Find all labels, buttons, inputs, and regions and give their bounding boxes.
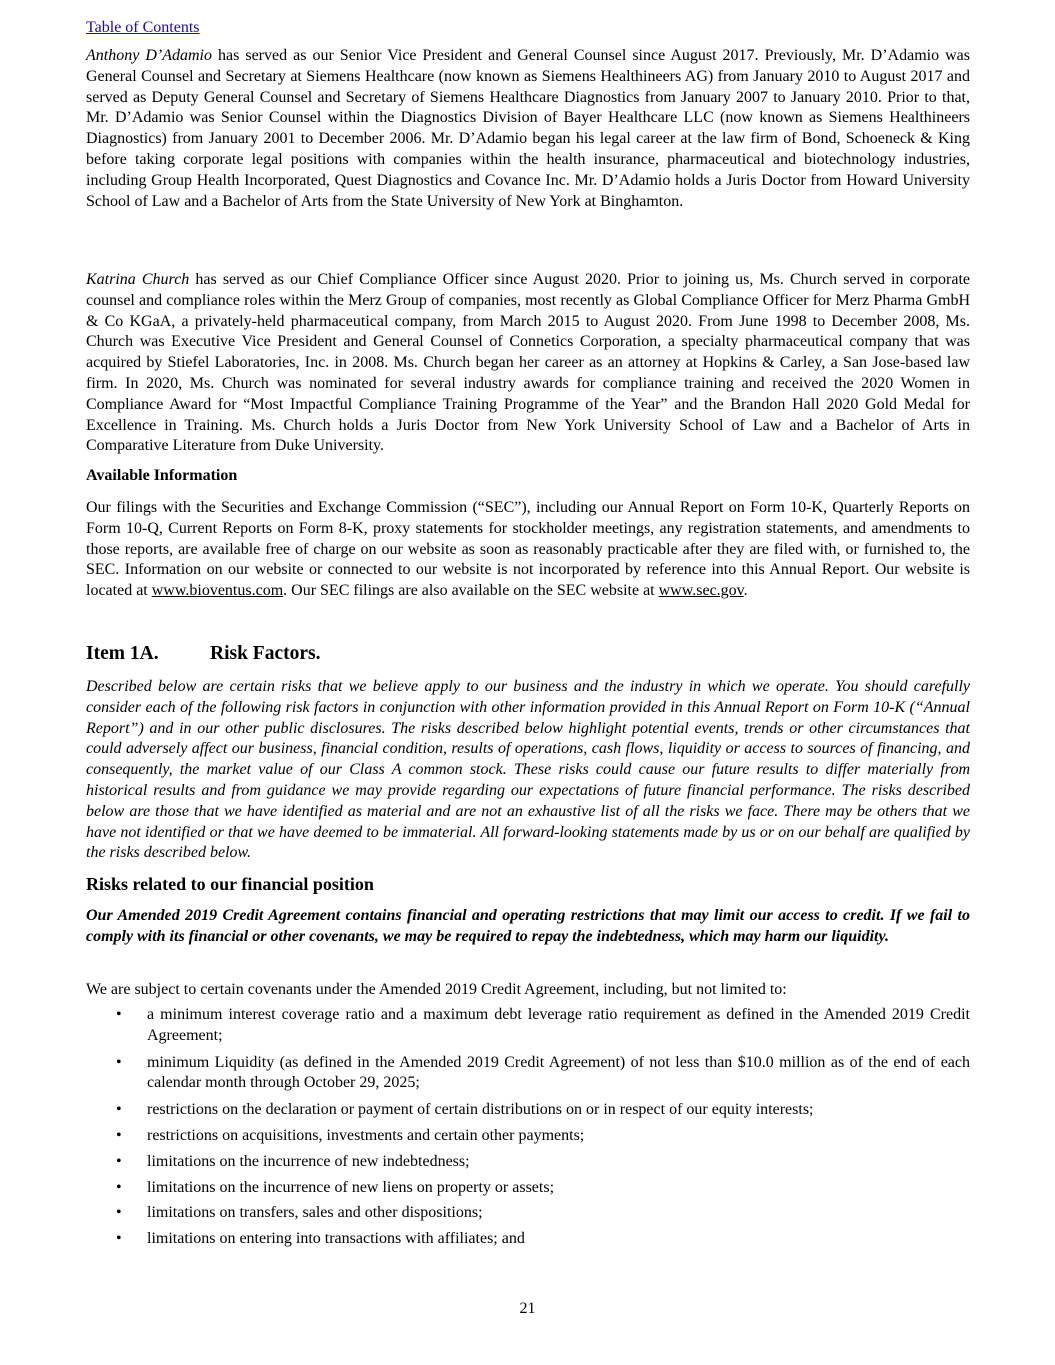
list-item: • a minimum interest coverage ratio and a maximum debt leverage ratio requirement as defined in the Amended 2019 Credit Agreement; xyxy=(116,1006,970,1044)
sec-website-link[interactable]: www.sec.gov xyxy=(658,582,744,600)
bio-paragraph-church xyxy=(86,270,970,457)
available-info-text-b: . Our SEC filings are also available on the SEC website at xyxy=(283,582,659,600)
item-number: Item 1A. xyxy=(86,643,159,664)
bullet-icon: • xyxy=(116,1006,122,1023)
financial-position-heading: Risks related to our financial position xyxy=(86,874,374,894)
bullet-icon: • xyxy=(116,1101,122,1119)
covenants-list xyxy=(86,1005,970,1250)
list-item: • limitations on the incurrence of new liens on property or assets; xyxy=(86,1178,970,1199)
list-item: • restrictions on acquisitions, investments and certain other payments; xyxy=(86,1126,970,1147)
list-item: • restrictions on the declaration or payment of certain distributions on or in respect of our equity interests; xyxy=(86,1100,970,1121)
list-item: • limitations on the incurrence of new indebtedness; xyxy=(86,1152,970,1173)
item-1a-heading xyxy=(86,643,321,665)
bio-name-dadamio: Anthony D’Adamio xyxy=(86,47,212,64)
bioventus-website-link[interactable]: www.bioventus.com xyxy=(151,582,284,600)
bullet-icon: • xyxy=(116,1152,122,1170)
bullet-icon: • xyxy=(116,1204,122,1222)
bio-name-church: Katrina Church xyxy=(86,271,190,288)
bullet-icon: • xyxy=(116,1178,122,1196)
available-info-text-a: Our filings with the Securities and Exchange Commission (“SEC”), including our Annual Report on Form 10-K, Quarterly Reports on Form 10-Q, Current Reports on Form 8-K, proxy statements for stockholder meetings, any registration statements, and amendments to those reports, are available free of charge on our website as soon as reasonably practicable after they are filed with, or furnished to, the SEC. Information on our website or connected to our website is not incorporated by reference into this Annual Report. Our website is located at xyxy=(86,499,970,600)
covenants-lead-sentence: We are subject to certain covenants under the Amended 2019 Credit Agreement, including, but not limited to: xyxy=(86,981,787,998)
bullet-icon: • xyxy=(116,1126,122,1144)
bullet-icon: • xyxy=(116,1053,122,1071)
table-of-contents-link[interactable]: Table of Contents xyxy=(86,19,200,36)
credit-agreement-risk-title: Our Amended 2019 Credit Agreement contains financial and operating restrictions that may limit our access to credit. If we fail to comply with its financial or other covenants, we may be required to repay the indebtedness, which may harm our liquidity. xyxy=(86,907,970,945)
available-info-text-c: . xyxy=(743,582,748,600)
list-item: • limitations on transfers, sales and other dispositions; xyxy=(86,1203,970,1224)
available-information-heading: Available Information xyxy=(86,467,238,484)
bio-paragraph-dadamio xyxy=(86,46,970,212)
item-title: Risk Factors. xyxy=(210,643,321,664)
page-number: 21 xyxy=(519,1300,536,1317)
bullet-icon: • xyxy=(116,1230,122,1248)
risk-factors-intro: Described below are certain risks that we believe apply to our business and the industry in which we operate. You should carefully consider each of the following risk factors in conjunction with other information provided in this Annual Report on Form 10-K (“Annual Report”) and in our other public disclosures. The risks described below highlight potential events, trends or other circumstances that could adversely affect our business, financial condition, results of operations, cash flows, liquidity or access to sources of financing, and consequently, the market value of our Class A common stock. These risks could cause our future results to differ materially from historical results and from guidance we may provide regarding our expectations of future financial performance. The risks described below are those that we have identified as material and are not an exhaustive list of all the risks we face. There may be others that we have not identified or that we have deemed to be immaterial. All forward-looking statements made by us or on our behalf are qualified by the risks described below. xyxy=(86,678,970,862)
list-item: • minimum Liquidity (as defined in the Amended 2019 Credit Agreement) of not less than $10.0 million as of the end of each calendar month through October 29, 2025; xyxy=(116,1053,970,1092)
available-information-paragraph xyxy=(86,498,970,602)
bio-text-dadamio: has served as our Senior Vice President and General Counsel since August 2017. Previously, Mr. D’Adamio was General Counsel and Secretary at Siemens Healthcare (now known as Siemens Healthineers AG) from January 2010 to August 2017 and served as Deputy General Counsel and Secretary of Siemens Healthcare Diagnostics from January 2007 to January 2010. Prior to that, Mr. D’Adamio was Senior Counsel within the Diagnostics Division of Bayer Healthcare LLC (now known as Siemens Healthineers Diagnostics) from January 2001 to December 2006. Mr. D’Adamio began his legal career at the law firm of Bond, Schoeneck & King before taking corporate legal positions with companies within the health insurance, pharmaceutical and biotechnology industries, including Group Health Incorporated, Quest Diagnostics and Covance Inc. Mr. D’Adamio holds a Juris Doctor from Howard University School of Law and a Bachelor of Arts from the State University of New York at Binghamton. xyxy=(86,47,970,210)
list-item: • limitations on entering into transactions with affiliates; and xyxy=(86,1229,970,1250)
bio-text-church: has served as our Chief Compliance Officer since August 2020. Prior to joining us, Ms. Church served in corporate counsel and compliance roles within the Merz Group of companies, most recently as Global Compliance Officer for Merz Pharma GmbH & Co KGaA, a privately-held pharmaceutical company, from March 2015 to August 2020. From June 1998 to December 2008, Ms. Church was Executive Vice President and General Counsel of Connetics Corporation, a specialty pharmaceutical company that was acquired by Stiefel Laboratories, Inc. in 2008. Ms. Church began her career as an attorney at Hopkins & Carley, a San Jose-based law firm. In 2020, Ms. Church was nominated for several industry awards for compliance training and received the 2020 Women in Compliance Award for “Most Impactful Compliance Training Programme of the Year” and the Brandon Hall 2020 Gold Medal for Excellence in Training. Ms. Church holds a Juris Doctor from New York University School of Law and a Bachelor of Arts in Comparative Literature from Duke University. xyxy=(86,271,970,455)
